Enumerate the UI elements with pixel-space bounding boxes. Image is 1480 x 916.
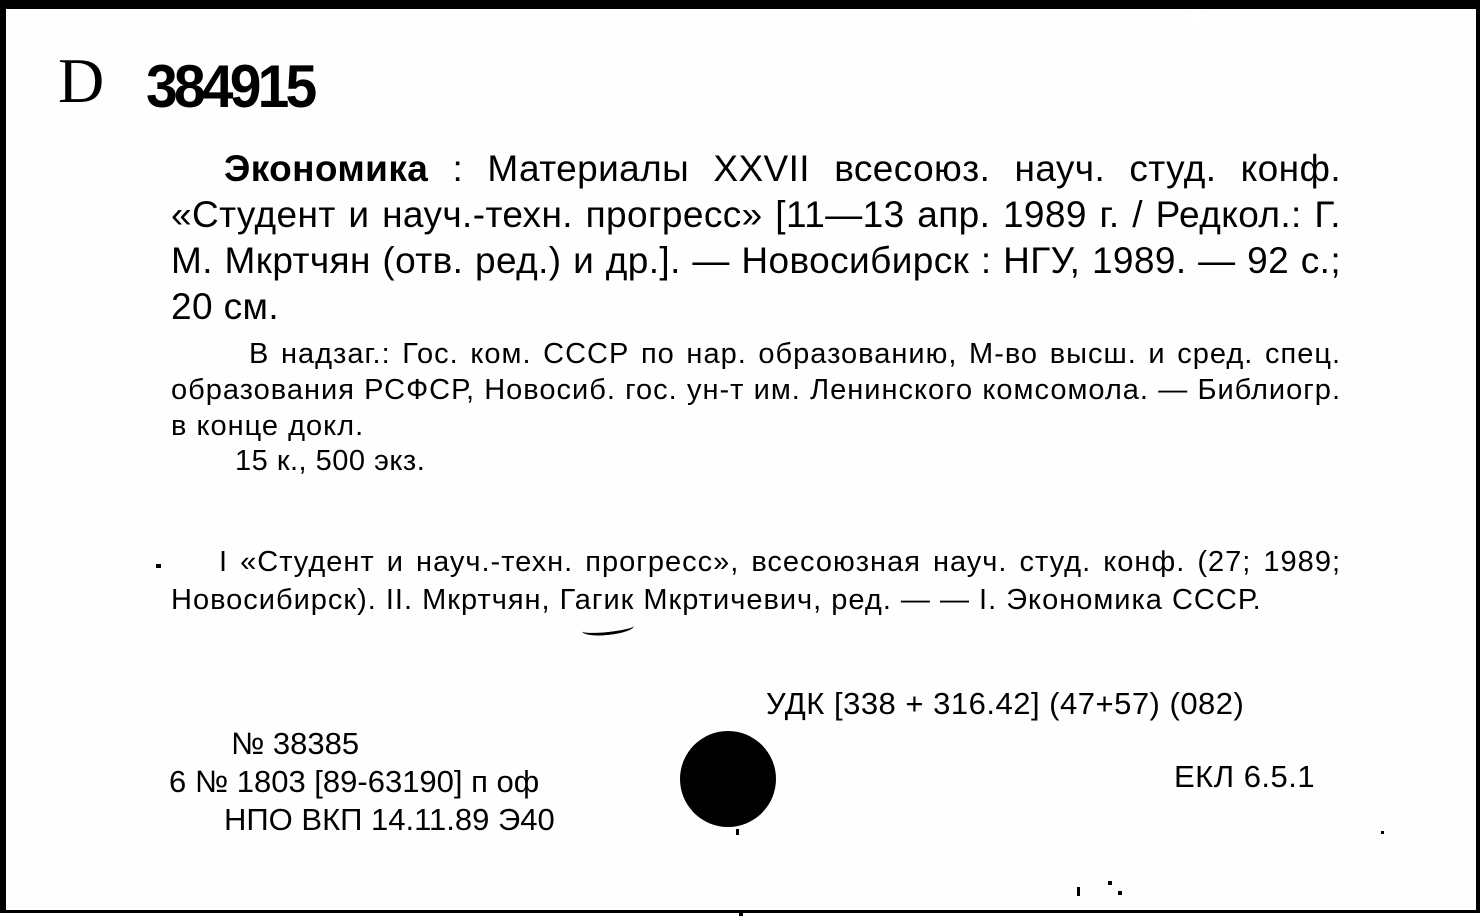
bullet-mark bbox=[156, 564, 161, 568]
speck bbox=[1108, 881, 1112, 885]
inventory-number: 384915 bbox=[146, 53, 314, 120]
speck bbox=[736, 829, 739, 835]
book-title: Экономика bbox=[224, 148, 429, 189]
punch-hole bbox=[680, 731, 776, 827]
udk-classification: УДК [338 + 316.42] (47+57) (082) bbox=[766, 686, 1245, 721]
note: В надзаг.: Гос. ком. СССР по нар. образованию, М-во высш. и сред. спец. образования РСФСР, Новосиб. гос. ун-т им. Ленинского комсомола. — Библиогр. в конце докл. bbox=[171, 338, 1341, 442]
card-order: 6 № 1803 [89-63190] п оф bbox=[169, 764, 540, 799]
tracing: I «Студент и науч.-техн. прогресс», всесоюзная науч. студ. конф. (27; 1989; Новосибирск). II. Мкртчян, Гагик Мкртичевич, ред. — — I. Экономика СССР. bbox=[171, 546, 1341, 616]
printer-info: НПО ВКП 14.11.89 Э40 bbox=[224, 802, 555, 837]
stamp-letter: D bbox=[58, 45, 105, 116]
price-edition: 15 к., 500 экз. bbox=[235, 445, 426, 477]
bibliographic-description bbox=[171, 146, 1341, 330]
handwritten-mark bbox=[581, 619, 634, 637]
speck bbox=[1118, 891, 1122, 895]
speck bbox=[1381, 831, 1384, 834]
publication-info bbox=[169, 725, 555, 839]
speck bbox=[1077, 887, 1080, 896]
description-body: : Материалы XXVII всесоюз. науч. студ. конф. «Студент и науч.-техн. прогресс» [11—13 апр. 1989 г. / Редкол.: Г. М. Мкртчян (отв. ред.) и др.]. — Новосибирск : НГУ, 1989. — 92 с.; 20 см. bbox=[171, 148, 1341, 327]
punch-mark bbox=[1187, 11, 1207, 21]
order-number: № 38385 bbox=[231, 726, 360, 761]
ekl-classification: ЕКЛ 6.5.1 bbox=[1174, 759, 1316, 794]
